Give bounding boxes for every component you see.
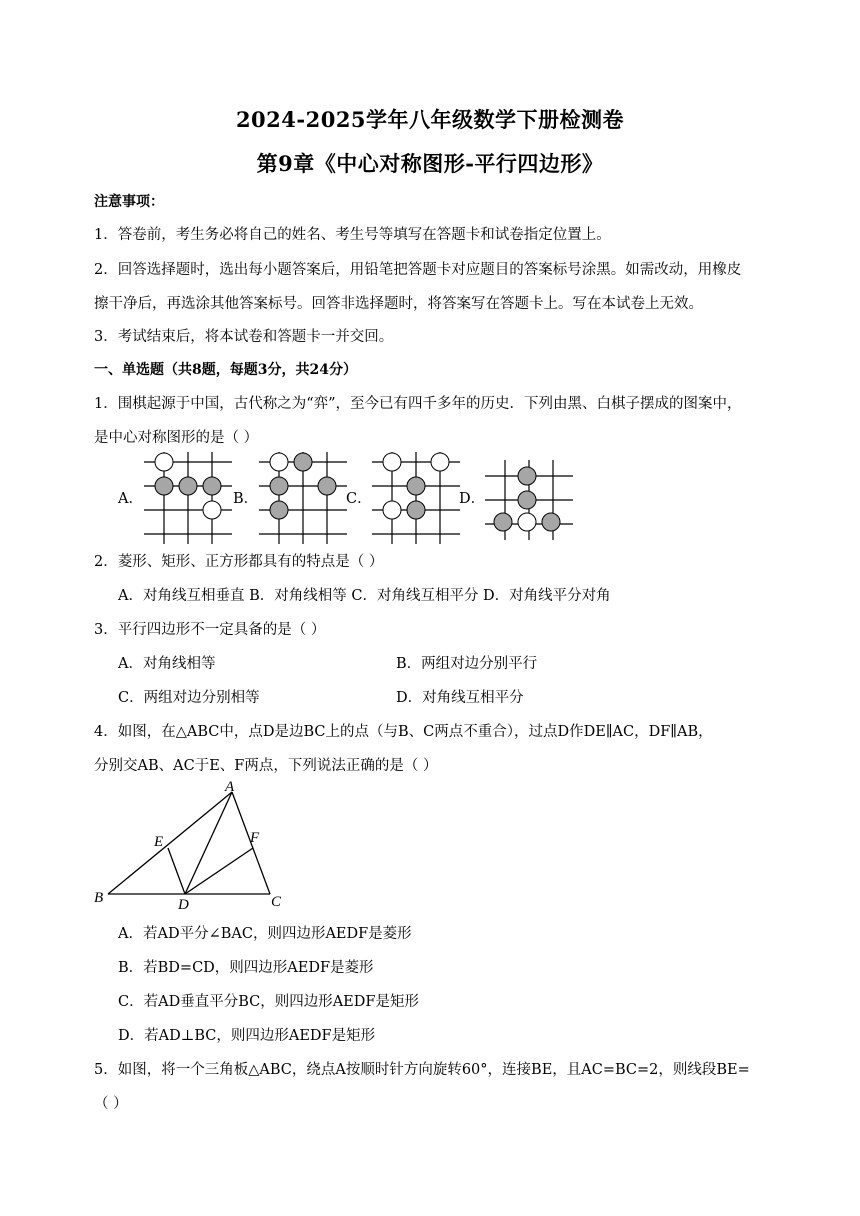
q4-option-c: C．若AD垂直平分BC，则四边形AEDF是矩形: [118, 994, 419, 1010]
notice-item-3: 3．考试结束后，将本试卷和答题卡一并交回。: [94, 329, 394, 345]
q2-options: A．对角线互相垂直 B．对角线相等 C．对角线互相平分 D．对角线平分对角: [118, 588, 611, 604]
q4-option-d: D．若AD⊥BC，则四边形AEDF是矩形: [118, 1028, 376, 1044]
notice-heading: 注意事项：: [94, 194, 164, 210]
vertex-b-label: B: [94, 890, 104, 906]
q1-stem-line1: 1．围棋起源于中国，古代称之为“弈”，至今已有四千多年的历史．下列由黑、白棋子摆成的图案中，: [94, 396, 742, 412]
q1-label-a: A．: [118, 491, 143, 507]
q1-label-c: C．: [346, 491, 372, 507]
go-board-d-figure: [481, 452, 577, 544]
vertex-d-label: D: [178, 897, 189, 912]
q3-option-c: C．两组对边分别相等: [118, 690, 260, 706]
notice-item-1: 1．答卷前，考生务必将自己的姓名、考生号等填写在答题卡和试卷指定位置上。: [94, 227, 611, 243]
notice-item-2: 2．回答选择题时，选出每小题答案后，用铅笔把答题卡对应题目的答案标号涂黑。如需改动，用橡皮: [94, 262, 742, 278]
go-board-a-figure: [140, 452, 236, 544]
vertex-e-label: E: [154, 834, 164, 850]
q1-label-b: B．: [233, 491, 259, 507]
q4-stem-line1: 4．如图，在△ABC中，点D是边BC上的点（与B、C两点不重合），过点D作DE∥AC，DF∥AB，: [94, 724, 713, 740]
go-board-c-figure: [368, 452, 464, 544]
q5-stem-line2: （ ）: [94, 1096, 128, 1112]
section-heading: 一、单选题（共8题，每题3分，共24分）: [94, 362, 357, 378]
q1-stem-line2: 是中心对称图形的是（ ）: [94, 430, 259, 446]
go-board-b-figure: [255, 452, 351, 544]
q4-stem-line2: 分别交AB、AC于E、F两点，下列说法正确的是（ ）: [94, 758, 438, 774]
q1-label-d: D．: [459, 491, 486, 507]
q4-option-b: B．若BD=CD，则四边形AEDF是菱形: [118, 960, 374, 976]
q5-stem-line1: 5．如图，将一个三角板△ABC，绕点A按顺时针方向旋转60°，连接BE，且AC=BC=2，则线段BE=: [94, 1062, 750, 1078]
q3-option-d: D．对角线互相平分: [396, 690, 524, 706]
q4-option-a: A．若AD平分∠BAC，则四边形AEDF是菱形: [118, 926, 412, 942]
notice-item-2-cont: 擦干净后，再选涂其他答案标号。回答非选择题时，将答案写在答题卡上。写在本试卷上无效。: [94, 296, 703, 312]
q3-option-a: A．对角线相等: [118, 656, 216, 672]
page-title: 2024-2025学年八年级数学下册检测卷: [235, 107, 625, 132]
page-subtitle: 第9章《中心对称图形-平行四边形》: [256, 151, 604, 176]
triangle-figure: [90, 778, 290, 912]
q2-stem: 2．菱形、矩形、正方形都具有的特点是（ ）: [94, 554, 384, 570]
vertex-c-label: C: [271, 894, 282, 910]
vertex-f-label: F: [250, 830, 260, 846]
q3-stem: 3．平行四边形不一定具备的是（ ）: [94, 622, 326, 638]
q3-option-b: B．两组对边分别平行: [396, 656, 538, 672]
vertex-a-label: A: [225, 779, 235, 795]
